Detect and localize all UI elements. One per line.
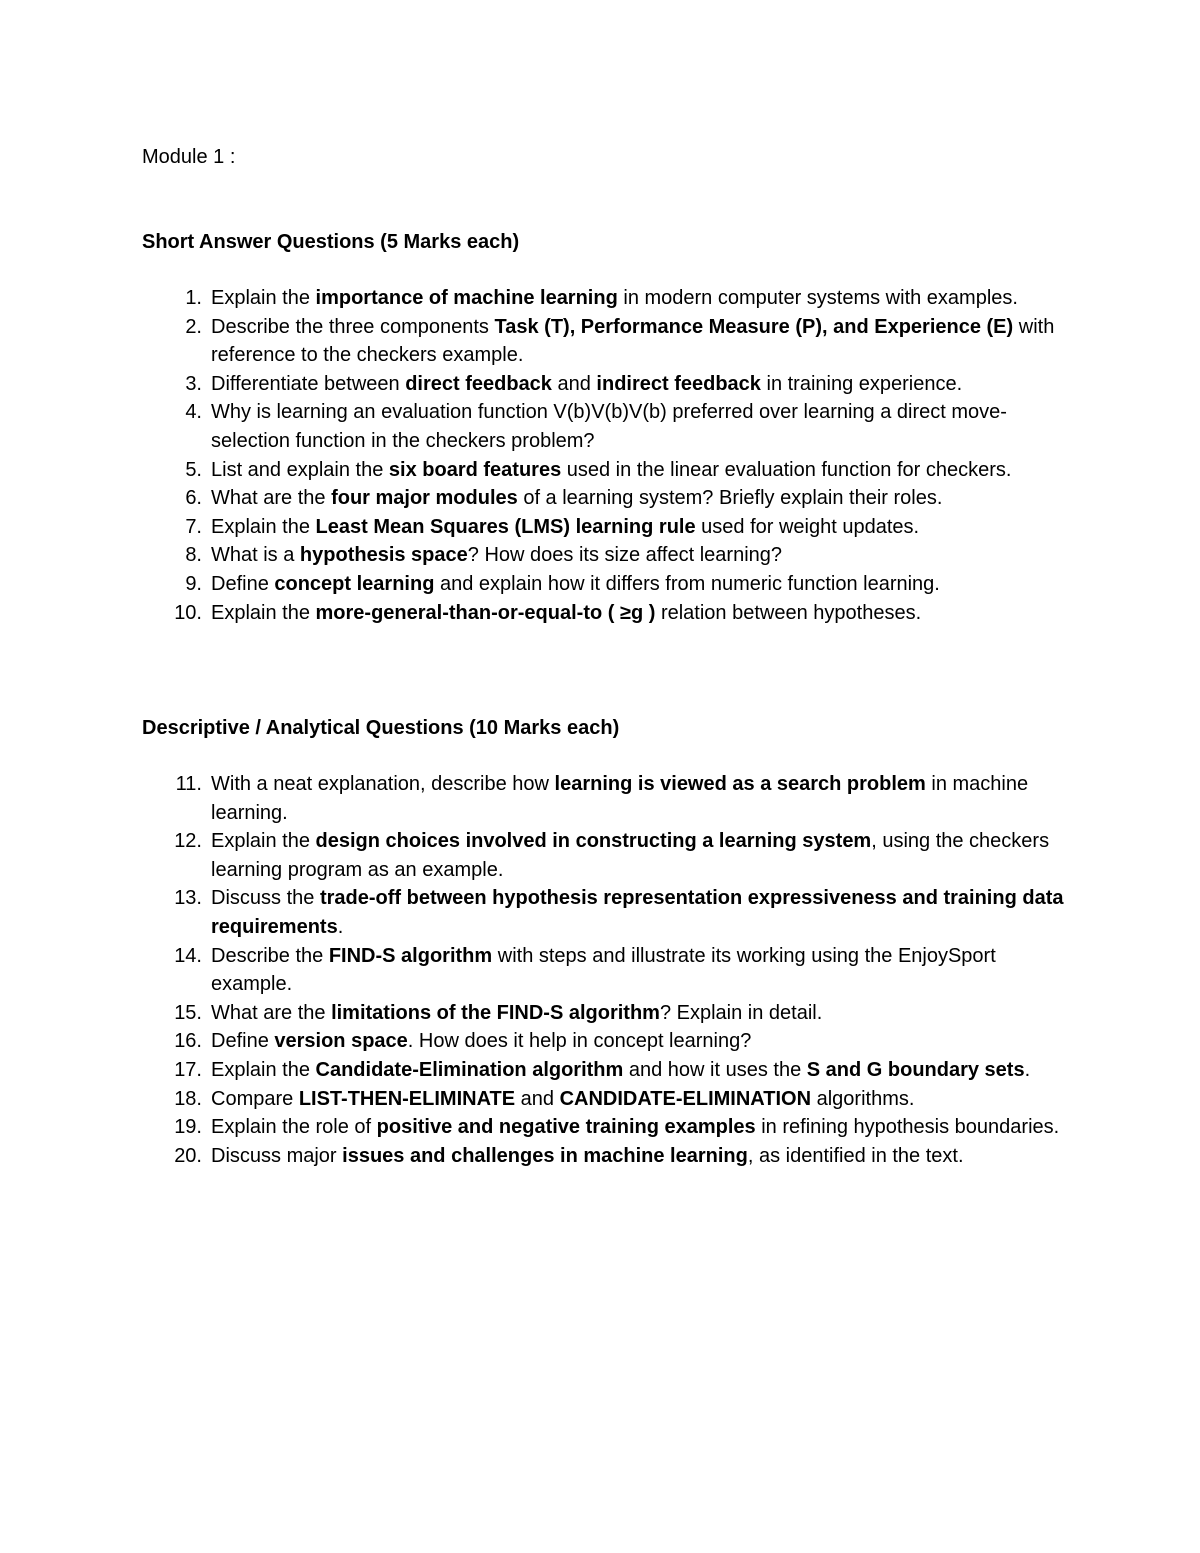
question-emphasis: FIND-S algorithm [328,944,493,967]
question-item [142,942,1082,999]
question-emphasis: trade-off between hypothesis representation expressiveness and training data requirements [211,887,1064,938]
question-segment: Discuss the [211,887,320,910]
question-emphasis: Candidate-Elimination algorithm [315,1058,624,1081]
question-segment: in modern computer systems with examples. [617,287,1018,309]
question-text [211,773,1028,824]
question-emphasis: direct feedback [405,372,552,395]
question-item [142,1085,1082,1114]
question-text [211,544,782,566]
question-segment: and [515,1087,560,1110]
question-segment: Why is learning an evaluation function V(b)V(b)V(b) preferred over learning a direct move-selection function in the checkers problem? [211,401,1007,452]
question-emphasis: design choices involved in constructing a learning system [315,830,872,853]
question-segment: Differentiate between [211,372,406,395]
question-text [211,459,1011,481]
question-segment: Explain the role of [211,1116,377,1139]
question-item [142,541,1082,570]
question-number: 15. [174,1001,202,1024]
question-number: 4. [185,401,202,424]
question-number: 16. [174,1030,202,1053]
question-item [142,770,1082,827]
question-text [211,1002,822,1024]
question-item [142,313,1082,370]
question-emphasis: indirect feedback [596,372,761,395]
question-item [142,827,1082,884]
question-item [142,284,1082,313]
question-number: 13. [174,887,202,910]
question-segment: in machine learning. [211,773,1029,824]
question-emphasis: more-general-than-or-equal-to ( ≥g ) [315,601,656,624]
question-number: 12. [174,830,202,853]
question-number: 9. [185,572,202,595]
question-number: 14. [174,944,202,967]
question-segment: Explain the [211,1058,316,1081]
question-segment: Define [211,572,275,595]
question-item [142,398,1082,455]
question-text [211,1116,1059,1138]
question-emphasis: four major modules [331,487,518,510]
question-emphasis: six board features [388,458,562,481]
question-emphasis: learning is viewed as a search problem [554,773,926,795]
question-number: 2. [185,315,202,338]
question-segment: Define [211,1030,275,1053]
question-segment: in refining hypothesis boundaries. [755,1116,1060,1139]
question-segment: . [337,915,344,938]
question-segment: , as identified in the text. [747,1144,964,1167]
question-number: 20. [174,1144,202,1167]
question-emphasis: issues and challenges in machine learning [342,1144,748,1167]
question-segment: Explain the [211,830,316,853]
question-emphasis: hypothesis space [299,544,468,567]
question-segment: used for weight updates. [695,515,920,538]
question-item [142,513,1082,542]
question-number: 8. [185,544,202,567]
question-item [142,370,1082,399]
question-segment: relation between hypotheses. [655,601,922,624]
question-segment: What is a [211,544,300,567]
question-number: 6. [185,487,202,510]
question-segment: Explain the [211,515,316,538]
question-emphasis: limitations of the FIND-S algorithm [331,1001,660,1024]
question-segment: with reference to the checkers example. [211,315,1055,367]
question-segment: . [1024,1058,1031,1081]
question-text [211,1059,1030,1081]
question-text [211,373,962,395]
question-text [211,945,996,996]
question-segment: . How does it help in concept learning? [407,1030,752,1053]
module-title: Module 1 : [142,146,236,168]
question-number: 10. [174,601,202,624]
question-segment: List and explain the [211,458,389,481]
question-text [211,1088,914,1110]
question-segment: ? How does its size affect learning? [467,544,783,567]
question-segment: Discuss major [211,1144,343,1167]
question-segment: Explain the [211,287,316,309]
question-text [211,401,1007,452]
question-segment: What are the [211,1001,332,1024]
question-item [142,1113,1082,1142]
question-text [211,887,1063,938]
question-segment: Describe the three components [211,315,495,338]
question-number: 3. [185,372,202,395]
question-item [142,1027,1082,1056]
question-emphasis: CANDIDATE-ELIMINATION [559,1087,812,1110]
question-number: 17. [174,1058,202,1081]
question-number: 11. [175,773,202,795]
question-segment: of a learning system? Briefly explain their roles. [517,487,943,510]
question-text [211,1030,751,1052]
question-text [211,602,921,624]
question-text [211,1145,964,1167]
question-segment: used in the linear evaluation function for checkers. [561,458,1012,481]
question-number: 1. [185,287,202,309]
question-item [142,456,1082,485]
question-item [142,999,1082,1028]
question-text [211,287,1018,309]
question-number: 19. [174,1116,202,1139]
question-emphasis: concept learning [274,572,435,595]
question-item [142,884,1082,941]
question-number: 7. [185,515,202,538]
question-text [211,516,919,538]
question-emphasis: LIST-THEN-ELIMINATE [298,1087,516,1110]
question-number: 5. [185,458,202,481]
question-segment: Describe the [211,944,329,967]
short-answer-question-list [142,284,1082,627]
question-emphasis: importance of machine learning [315,287,618,309]
section-heading-descriptive: Descriptive / Analytical Questions (10 Marks each) [142,717,620,739]
question-segment: Compare [211,1087,299,1110]
question-item [142,599,1082,628]
question-text [211,316,1054,367]
question-text [211,487,942,509]
question-segment: ? Explain in detail. [659,1001,823,1024]
question-item [142,1142,1082,1171]
question-segment: What are the [211,487,332,510]
question-emphasis: S and G boundary sets [806,1058,1025,1081]
question-emphasis: Least Mean Squares (LMS) learning rule [315,515,696,538]
question-segment: , using the checkers learning program as an example. [211,830,1050,881]
question-segment: with steps and illustrate its working using the EnjoySport example. [211,944,996,996]
question-segment: and explain how it differs from numeric function learning. [434,572,940,595]
question-number: 18. [174,1087,202,1110]
question-text [211,830,1049,881]
section-heading-short-answer: Short Answer Questions (5 Marks each) [142,231,520,253]
question-text [211,573,940,595]
question-segment: algorithms. [811,1087,915,1110]
question-segment: and how it uses the [623,1058,807,1081]
question-item [142,570,1082,599]
question-emphasis: version space [274,1030,408,1053]
descriptive-question-list [142,770,1082,1170]
question-segment: and [551,372,597,395]
question-item [142,484,1082,513]
question-emphasis: Task (T), Performance Measure (P), and Experience (E) [494,315,1014,338]
question-segment: Explain the [211,601,316,624]
question-item [142,1056,1082,1085]
question-segment: in training experience. [760,372,963,395]
question-emphasis: positive and negative training examples [376,1116,756,1139]
question-segment: With a neat explanation, describe how [211,773,555,795]
